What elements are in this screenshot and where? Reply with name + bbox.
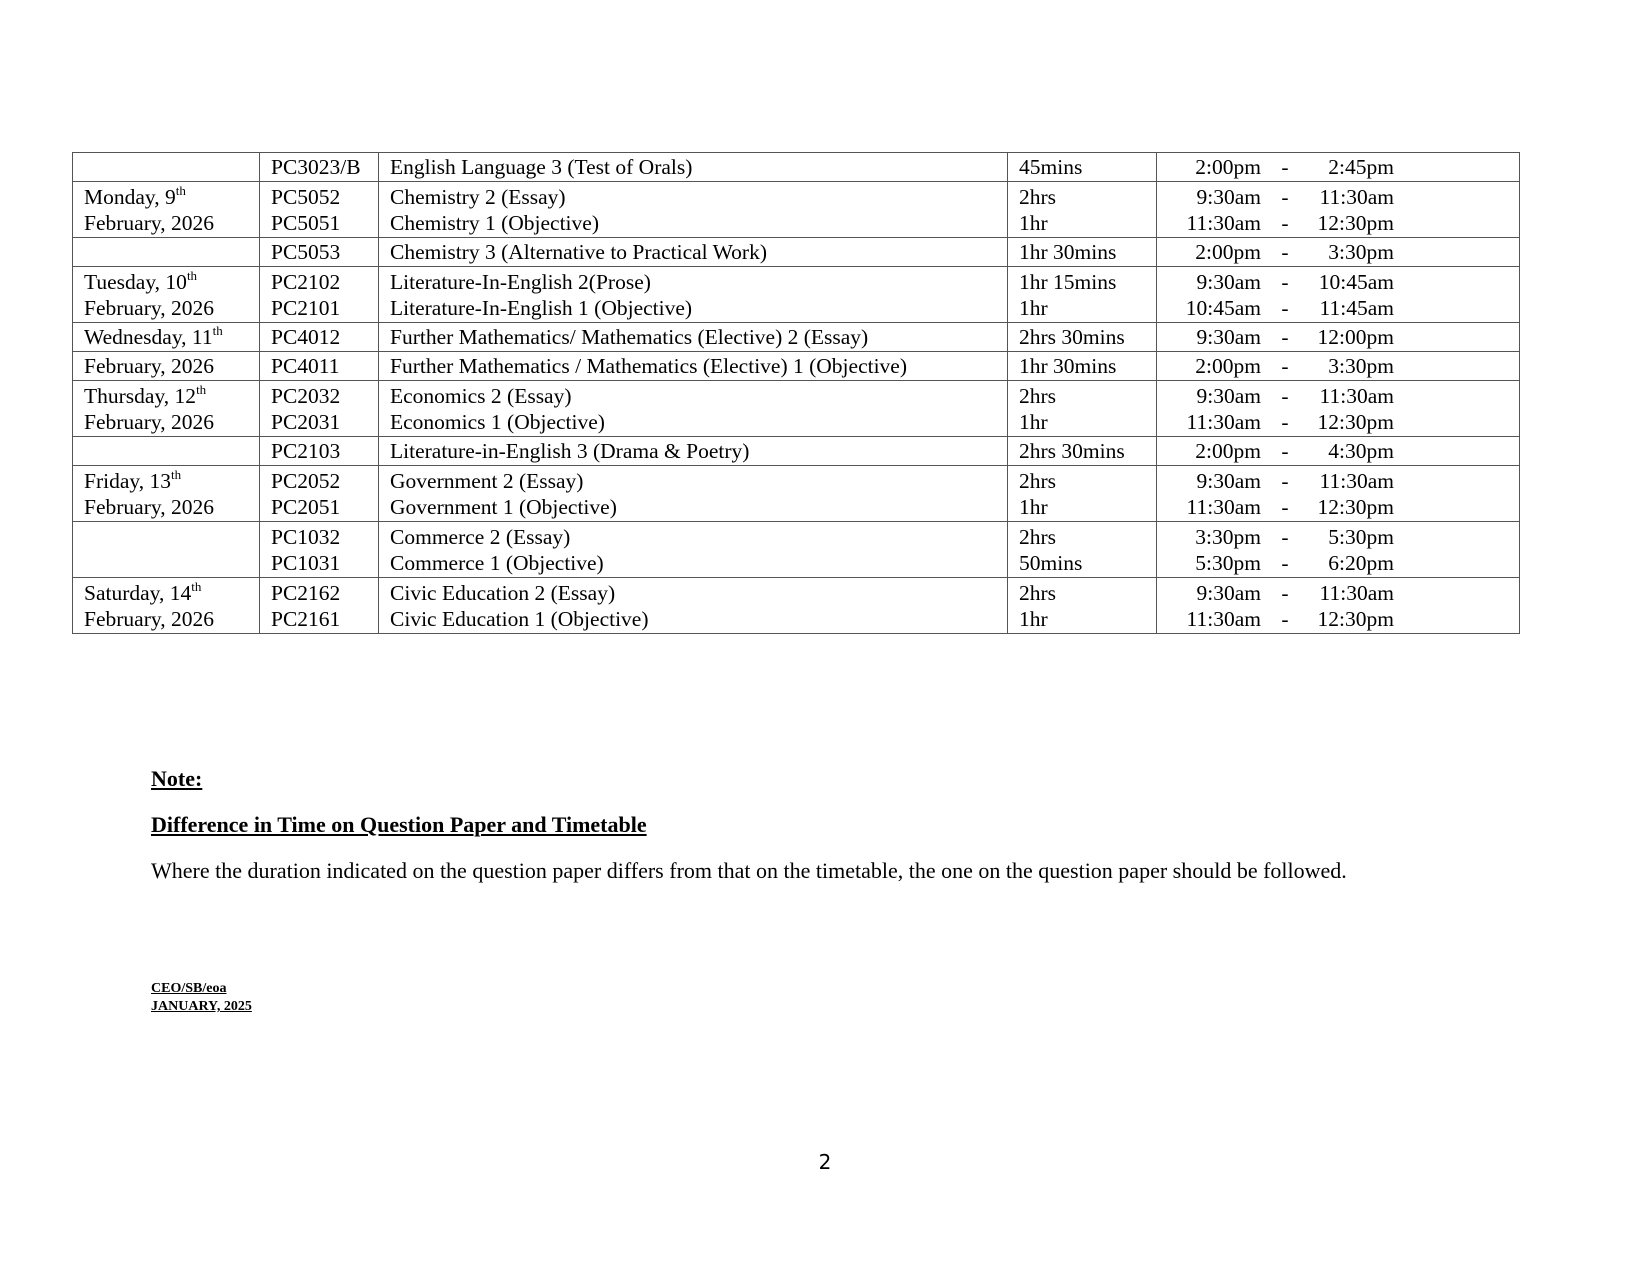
subject-name: Economics 1 (Objective) bbox=[390, 410, 605, 434]
table-row bbox=[73, 153, 1520, 182]
paper-code: PC2102 bbox=[271, 270, 341, 294]
time-cell bbox=[1157, 437, 1520, 466]
subject-name: Government 2 (Essay) bbox=[390, 469, 584, 493]
date-label: February, 2026 bbox=[84, 607, 214, 631]
subject-name: Literature-In-English 2(Prose) bbox=[390, 270, 651, 294]
subject-cell bbox=[379, 153, 1008, 182]
subject-name: English Language 3 (Test of Orals) bbox=[390, 155, 693, 179]
paper-code: PC2162 bbox=[271, 581, 341, 605]
subject-cell bbox=[379, 323, 1008, 352]
time-separator: - bbox=[1281, 211, 1289, 235]
exam-timetable bbox=[72, 152, 1520, 634]
subject-cell bbox=[379, 466, 1008, 522]
start-time: 2:00pm bbox=[1195, 155, 1261, 179]
time-range bbox=[1168, 524, 1508, 550]
day-label bbox=[84, 468, 248, 494]
paper-code-cell bbox=[260, 522, 379, 578]
paper-code: PC1032 bbox=[271, 525, 341, 549]
subject-cell bbox=[379, 238, 1008, 267]
table-row bbox=[73, 466, 1520, 522]
duration: 2hrs 30mins bbox=[1019, 325, 1125, 349]
subject-cell bbox=[379, 267, 1008, 323]
time-cell bbox=[1157, 381, 1520, 437]
day-label bbox=[84, 324, 248, 350]
time-range bbox=[1168, 580, 1508, 606]
paper-code: PC3023/B bbox=[271, 155, 361, 179]
paper-code: PC5052 bbox=[271, 185, 341, 209]
duration: 1hr bbox=[1019, 211, 1048, 235]
paper-code: PC2101 bbox=[271, 296, 341, 320]
time-cell bbox=[1157, 466, 1520, 522]
end-time: 11:30am bbox=[1319, 384, 1394, 408]
day-label bbox=[84, 383, 248, 409]
end-time: 3:30pm bbox=[1328, 240, 1394, 264]
duration: 1hr bbox=[1019, 495, 1048, 519]
day-cell bbox=[73, 182, 260, 238]
time-cell bbox=[1157, 238, 1520, 267]
subject-cell bbox=[379, 182, 1008, 238]
subject-name: Civic Education 1 (Objective) bbox=[390, 607, 649, 631]
duration: 2hrs bbox=[1019, 581, 1057, 605]
time-separator: - bbox=[1281, 155, 1289, 179]
day-text: Tuesday, 10 bbox=[84, 270, 187, 294]
time-separator: - bbox=[1281, 551, 1289, 575]
paper-code-cell bbox=[260, 466, 379, 522]
start-time: 3:30pm bbox=[1195, 525, 1261, 549]
paper-code: PC5053 bbox=[271, 240, 341, 264]
day-ordinal: th bbox=[191, 579, 202, 594]
table-row bbox=[73, 437, 1520, 466]
time-separator: - bbox=[1281, 185, 1289, 209]
paper-code: PC2161 bbox=[271, 607, 341, 631]
day-cell bbox=[73, 352, 260, 381]
time-range bbox=[1168, 269, 1508, 295]
time-range bbox=[1168, 438, 1508, 464]
subject-name: Commerce 1 (Objective) bbox=[390, 551, 604, 575]
duration: 50mins bbox=[1019, 551, 1083, 575]
duration: 2hrs bbox=[1019, 185, 1057, 209]
start-time: 9:30am bbox=[1196, 270, 1261, 294]
day-label bbox=[84, 184, 248, 210]
page-number: 2 bbox=[818, 1150, 832, 1174]
table-row bbox=[73, 381, 1520, 437]
end-time: 12:30pm bbox=[1317, 410, 1394, 434]
date-label: February, 2026 bbox=[84, 296, 214, 320]
subject-name: Chemistry 2 (Essay) bbox=[390, 185, 566, 209]
time-range bbox=[1168, 606, 1508, 632]
time-separator: - bbox=[1281, 469, 1289, 493]
day-text: Monday, 9 bbox=[84, 185, 176, 209]
paper-code: PC4011 bbox=[271, 354, 340, 378]
duration: 1hr 30mins bbox=[1019, 240, 1117, 264]
time-separator: - bbox=[1281, 439, 1289, 463]
start-time: 9:30am bbox=[1196, 469, 1261, 493]
paper-code-cell bbox=[260, 323, 379, 352]
paper-code-cell bbox=[260, 381, 379, 437]
time-cell bbox=[1157, 578, 1520, 634]
time-separator: - bbox=[1281, 325, 1289, 349]
duration-cell bbox=[1008, 466, 1157, 522]
subject-name: Further Mathematics / Mathematics (Elective) 1 (Objective) bbox=[390, 354, 908, 378]
paper-code-cell bbox=[260, 437, 379, 466]
duration: 1hr bbox=[1019, 296, 1048, 320]
date-label: February, 2026 bbox=[84, 495, 214, 519]
end-time: 12:00pm bbox=[1317, 325, 1394, 349]
time-separator: - bbox=[1281, 525, 1289, 549]
paper-code: PC2103 bbox=[271, 439, 341, 463]
reference-code: CEO/SB/eoa bbox=[151, 981, 227, 996]
time-range bbox=[1168, 239, 1508, 265]
time-cell bbox=[1157, 522, 1520, 578]
timetable-body bbox=[73, 153, 1520, 634]
paper-code-cell bbox=[260, 267, 379, 323]
subject-cell bbox=[379, 437, 1008, 466]
time-separator: - bbox=[1281, 354, 1289, 378]
table-row bbox=[73, 267, 1520, 323]
subject-name: Literature-In-English 1 (Objective) bbox=[390, 296, 693, 320]
subject-name: Economics 2 (Essay) bbox=[390, 384, 572, 408]
day-cell bbox=[73, 522, 260, 578]
subject-name: Government 1 (Objective) bbox=[390, 495, 617, 519]
time-range bbox=[1168, 324, 1508, 350]
day-cell bbox=[73, 238, 260, 267]
time-cell bbox=[1157, 267, 1520, 323]
start-time: 11:30am bbox=[1186, 410, 1261, 434]
time-range bbox=[1168, 494, 1508, 520]
duration: 1hr bbox=[1019, 410, 1048, 434]
duration-cell bbox=[1008, 153, 1157, 182]
start-time: 2:00pm bbox=[1195, 354, 1261, 378]
start-time: 9:30am bbox=[1196, 581, 1261, 605]
time-cell bbox=[1157, 182, 1520, 238]
time-cell bbox=[1157, 352, 1520, 381]
day-text: Thursday, 12 bbox=[84, 384, 197, 408]
start-time: 11:30am bbox=[1186, 211, 1261, 235]
subject-name: Literature-in-English 3 (Drama & Poetry) bbox=[390, 439, 750, 463]
start-time: 9:30am bbox=[1196, 325, 1261, 349]
time-range bbox=[1168, 295, 1508, 321]
duration-cell bbox=[1008, 267, 1157, 323]
paper-code-cell bbox=[260, 153, 379, 182]
paper-code: PC5051 bbox=[271, 211, 341, 235]
time-range bbox=[1168, 468, 1508, 494]
subject-cell bbox=[379, 381, 1008, 437]
table-row bbox=[73, 578, 1520, 634]
paper-code-cell bbox=[260, 352, 379, 381]
end-time: 11:30am bbox=[1319, 581, 1394, 605]
duration-cell bbox=[1008, 182, 1157, 238]
day-ordinal: th bbox=[171, 467, 182, 482]
day-text: February, 2026 bbox=[84, 354, 214, 378]
time-separator: - bbox=[1281, 581, 1289, 605]
start-time: 11:30am bbox=[1186, 495, 1261, 519]
table-row bbox=[73, 323, 1520, 352]
note-label: Note: bbox=[151, 766, 203, 791]
day-cell bbox=[73, 323, 260, 352]
time-range bbox=[1168, 383, 1508, 409]
duration: 2hrs bbox=[1019, 525, 1057, 549]
time-cell bbox=[1157, 323, 1520, 352]
time-range bbox=[1168, 184, 1508, 210]
day-cell bbox=[73, 466, 260, 522]
paper-code: PC2052 bbox=[271, 469, 341, 493]
duration-cell bbox=[1008, 352, 1157, 381]
note-text: Where the duration indicated on the question paper differs from that on the timetable, the one on the question paper should be followed. bbox=[151, 858, 1347, 883]
day-cell bbox=[73, 437, 260, 466]
end-time: 11:30am bbox=[1319, 185, 1394, 209]
note-heading: Difference in Time on Question Paper and Timetable bbox=[151, 812, 647, 837]
time-separator: - bbox=[1281, 495, 1289, 519]
time-range bbox=[1168, 550, 1508, 576]
day-cell bbox=[73, 381, 260, 437]
paper-code: PC4012 bbox=[271, 325, 341, 349]
start-time: 2:00pm bbox=[1195, 439, 1261, 463]
end-time: 12:30pm bbox=[1317, 495, 1394, 519]
duration-cell bbox=[1008, 522, 1157, 578]
duration: 2hrs bbox=[1019, 384, 1057, 408]
table-row bbox=[73, 522, 1520, 578]
day-label bbox=[84, 580, 248, 606]
duration-cell bbox=[1008, 381, 1157, 437]
time-separator: - bbox=[1281, 296, 1289, 320]
time-separator: - bbox=[1281, 384, 1289, 408]
time-range bbox=[1168, 409, 1508, 435]
paper-code: PC2051 bbox=[271, 495, 341, 519]
day-cell bbox=[73, 578, 260, 634]
day-cell bbox=[73, 153, 260, 182]
end-time: 5:30pm bbox=[1328, 525, 1394, 549]
subject-name: Further Mathematics/ Mathematics (Elective) 2 (Essay) bbox=[390, 325, 869, 349]
duration: 2hrs 30mins bbox=[1019, 439, 1125, 463]
subject-name: Chemistry 3 (Alternative to Practical Work) bbox=[390, 240, 768, 264]
time-range bbox=[1168, 154, 1508, 180]
subject-cell bbox=[379, 578, 1008, 634]
subject-cell bbox=[379, 352, 1008, 381]
end-time: 2:45pm bbox=[1328, 155, 1394, 179]
day-cell bbox=[73, 267, 260, 323]
end-time: 3:30pm bbox=[1328, 354, 1394, 378]
duration-cell bbox=[1008, 578, 1157, 634]
table-row bbox=[73, 182, 1520, 238]
paper-code-cell bbox=[260, 238, 379, 267]
date-label: February, 2026 bbox=[84, 211, 214, 235]
day-text: Saturday, 14 bbox=[84, 581, 192, 605]
table-row bbox=[73, 352, 1520, 381]
start-time: 10:45am bbox=[1185, 296, 1261, 320]
paper-code-cell bbox=[260, 578, 379, 634]
start-time: 11:30am bbox=[1186, 607, 1261, 631]
day-ordinal: th bbox=[175, 183, 186, 198]
paper-code: PC2031 bbox=[271, 410, 341, 434]
time-cell bbox=[1157, 153, 1520, 182]
day-label bbox=[84, 269, 248, 295]
start-time: 5:30pm bbox=[1195, 551, 1261, 575]
subject-name: Commerce 2 (Essay) bbox=[390, 525, 571, 549]
reference-date: JANUARY, 2025 bbox=[151, 999, 252, 1014]
end-time: 11:30am bbox=[1319, 469, 1394, 493]
end-time: 12:30pm bbox=[1317, 211, 1394, 235]
duration: 45mins bbox=[1019, 155, 1083, 179]
paper-code: PC2032 bbox=[271, 384, 341, 408]
time-range bbox=[1168, 210, 1508, 236]
subject-name: Chemistry 1 (Objective) bbox=[390, 211, 599, 235]
time-separator: - bbox=[1281, 410, 1289, 434]
day-text: Wednesday, 11 bbox=[84, 325, 213, 349]
subject-cell bbox=[379, 522, 1008, 578]
duration-cell bbox=[1008, 437, 1157, 466]
duration: 1hr 15mins bbox=[1019, 270, 1117, 294]
end-time: 6:20pm bbox=[1328, 551, 1394, 575]
time-separator: - bbox=[1281, 607, 1289, 631]
end-time: 11:45am bbox=[1319, 296, 1394, 320]
paper-code: PC1031 bbox=[271, 551, 341, 575]
day-ordinal: th bbox=[212, 323, 223, 338]
end-time: 12:30pm bbox=[1317, 607, 1394, 631]
time-range bbox=[1168, 353, 1508, 379]
duration: 1hr bbox=[1019, 607, 1048, 631]
subject-name: Civic Education 2 (Essay) bbox=[390, 581, 616, 605]
end-time: 4:30pm bbox=[1328, 439, 1394, 463]
duration-cell bbox=[1008, 238, 1157, 267]
time-separator: - bbox=[1281, 240, 1289, 264]
date-label: February, 2026 bbox=[84, 410, 214, 434]
start-time: 9:30am bbox=[1196, 384, 1261, 408]
start-time: 2:00pm bbox=[1195, 240, 1261, 264]
paper-code-cell bbox=[260, 182, 379, 238]
day-label bbox=[84, 353, 248, 379]
reference-block bbox=[151, 980, 252, 1016]
day-text: Friday, 13 bbox=[84, 469, 171, 493]
time-separator: - bbox=[1281, 270, 1289, 294]
duration: 2hrs bbox=[1019, 469, 1057, 493]
day-ordinal: th bbox=[196, 382, 207, 397]
duration: 1hr 30mins bbox=[1019, 354, 1117, 378]
start-time: 9:30am bbox=[1196, 185, 1261, 209]
table-row bbox=[73, 238, 1520, 267]
day-ordinal: th bbox=[186, 268, 198, 283]
end-time: 10:45am bbox=[1318, 270, 1394, 294]
duration-cell bbox=[1008, 323, 1157, 352]
